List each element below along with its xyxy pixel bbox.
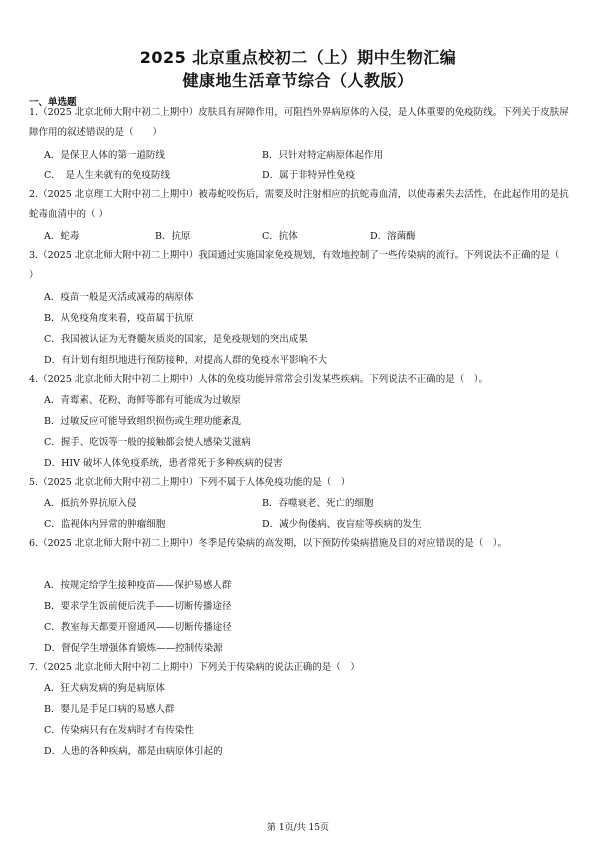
question-3-option-c: C．我国被认证为无脊髓灰质炎的国家，是免疫规划的突出成果 [44, 334, 308, 345]
question-6-stem: 6.（2025 北京北师大附中初二上期中）冬季是传染病的高发期，以下预防传染病措施及目的对应错误的是（ ）。 [29, 538, 508, 549]
page-footer: 第 1页/共 15页 [267, 823, 329, 833]
question-6-option-c: C．教室每天都要开窗通风——切断传播途径 [44, 622, 232, 633]
question-1-stem: 1.（2025 北京北师大附中初二上期中）皮肤具有屏障作用，可阻挡外界病原体的入侵，是人体重要的免疫防线。下列关于皮肤屏障作用的叙述错误的是（ ） [29, 107, 569, 138]
question-4-option-b: B．过敏反应可能导致组织损伤或生理功能紊乱 [44, 416, 241, 427]
question-1-option-a: A．是保卫人体的第一道防线 [44, 150, 165, 161]
question-7-option-a: A．狂犬病发病的狗是病原体 [44, 683, 165, 694]
question-1-option-b: B．只针对特定病原体起作用 [262, 150, 383, 161]
question-2-stem: 2.（2025 北京理工大附中初二上期中）被毒蛇咬伤后，需要及时注射相应的抗蛇毒血清，以使毒素失去活性，在此起作用的是抗蛇毒血清中的（ ） [29, 189, 569, 220]
question-7-option-c: C．传染病只有在发病时才有传染性 [44, 725, 194, 736]
question-7-option-d: D．人患的各种疾病，都是由病原体引起的 [44, 746, 223, 757]
question-4-stem: 4.（2025 北京北师大附中初二上期中）人体的免疫功能异常常会引发某些疾病。下列说法不正确的是（ ）。 [29, 374, 489, 385]
question-1-option-c: C． 是人生来就有的免疫防线 [44, 170, 171, 181]
section-heading: 一、单选题 [29, 97, 77, 108]
question-3-option-d: D．有计划有组织地进行预防接种，对提高人群的免疫水平影响不大 [44, 355, 328, 366]
question-1-option-d: D．属于非特异性免疫 [262, 170, 356, 181]
question-5-option-d: D．减少佝偻病、夜盲症等疾病的发生 [262, 519, 422, 530]
question-2-option-d: D．溶菌酶 [370, 231, 416, 242]
question-6-option-b: B．要求学生饭前便后洗手——切断传播途径 [44, 601, 232, 612]
question-2-option-b: B．抗原 [155, 231, 191, 242]
question-4-option-d: D．HIV 破坏人体免疫系统，患者常死于多种疾病的侵害 [44, 458, 283, 469]
question-2-option-a: A．蛇毒 [44, 231, 80, 242]
question-3-option-b: B．从免疫角度来看，疫苗属于抗原 [44, 313, 194, 324]
question-5-option-c: C．监视体内异常的肿瘤细胞 [44, 519, 166, 530]
question-5-option-b: B．吞噬衰老、死亡的细胞 [262, 498, 374, 509]
document-subtitle: 健康地生活章节综合（人教版） [182, 71, 414, 90]
question-7-option-b: B．婴儿是手足口病的易感人群 [44, 704, 175, 715]
question-5-stem: 5.（2025 北京北师大附中初二上期中）下列不属于人体免疫功能的是（ ） [29, 477, 351, 488]
question-4-option-a: A．青霉素、花粉、海鲜等都有可能成为过敏原 [44, 395, 241, 406]
question-3-option-a: A．疫苗一般是灭活或减毒的病原体 [44, 292, 194, 303]
question-7-stem: 7.（2025 北京北师大附中初二上期中）下列关于传染病的说法正确的是（ ） [29, 662, 360, 673]
question-6-option-a: A．按规定给学生接种疫苗——保护易感人群 [44, 580, 232, 591]
document-title: 2025 北京重点校初二（上）期中生物汇编 [139, 48, 457, 67]
question-5-option-a: A．抵抗外界抗原入侵 [44, 498, 137, 509]
question-2-option-c: C．抗体 [262, 231, 298, 242]
question-3-stem: 3.（2025 北京北师大附中初二上期中）我国通过实施国家免疫规划，有效地控制了一些传染病的流行。下列说法不正确的是（ ） [29, 250, 579, 281]
question-6-option-d: D．督促学生增强体育锻炼——控制传染源 [44, 643, 223, 654]
question-4-option-c: C．握手、吃饭等一般的接触都会使人感染艾滋病 [44, 437, 251, 448]
